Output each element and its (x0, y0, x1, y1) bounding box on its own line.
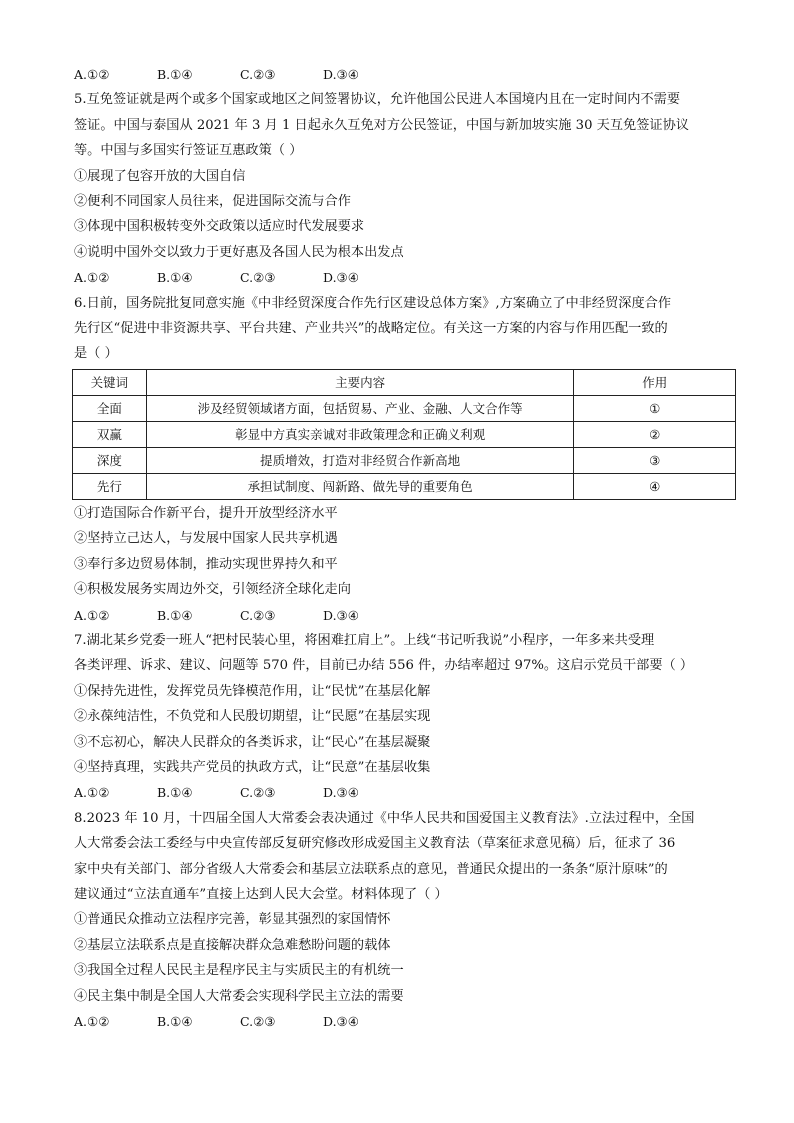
q5-stem-line: 等。中国与多国实行签证互惠政策（ ） (74, 143, 303, 159)
question-6 (74, 291, 734, 628)
table-row (73, 421, 736, 447)
table-cell: 涉及经贸领域诸方面，包括贸易、产业、金融、人文合作等 (146, 395, 574, 421)
choice-d: D.③④ (323, 607, 359, 623)
q7-choices (74, 780, 734, 805)
choice-b: B.①④ (157, 270, 193, 286)
choice-d: D.③④ (323, 1014, 359, 1029)
q8-option: ①普通民众推动立法程序完善，彰显其强烈的家国情怀 (74, 912, 391, 928)
table-cell: 彰显中方真实亲诚对非政策理念和正确义利观 (146, 421, 574, 447)
question-8 (74, 806, 734, 1035)
q8-stem-line: 人大常委会法工委经与中央宣传部反复研究修改形成爱国主义教育法（草案征求意见稿）后，征求了 36 (74, 836, 676, 852)
q6-stem-line: 先行区“促进中非资源共享、平台共建、产业共兴”的战略定位。有关这一方案的内容与作用匹配一致的 (74, 321, 668, 337)
choice-a: A.①② (74, 270, 110, 286)
q5-option: ②便利不同国家人员往来，促进国际交流与合作 (74, 194, 351, 210)
q7-option: ③不忘初心，解决人民群众的各类诉求，让“民心”在基层凝聚 (74, 734, 431, 750)
q7-option: ②永葆纯洁性，不负党和人民殷切期望，让“民愿”在基层实现 (74, 709, 431, 725)
choice-c: C.②③ (240, 270, 276, 286)
table-header-row (73, 369, 736, 395)
exam-page (74, 62, 734, 1034)
choice-c: C.②③ (240, 67, 276, 82)
q7-stem-line: 各类评理、诉求、建议、问题等 570 件，目前已办结 556 件，办结率超过 97%。这启示党员干部要（ ） (74, 658, 694, 674)
q8-stem-line: 建议通过“立法直通车”直接上达到人民大会堂。材料体现了（ ） (74, 886, 448, 902)
choice-a: A.①② (74, 607, 110, 623)
choice-a: A.①② (74, 785, 110, 801)
table-row (73, 447, 736, 473)
q8-stem-line: 家中央有关部门、部分省级人大常委会和基层立法联系点的意见，普通民众提出的一条条“原汁原味”的 (74, 861, 668, 877)
choice-c: C.②③ (240, 785, 276, 801)
q6-stem-line: 是（ ） (74, 346, 118, 362)
header-keyword: 关键词 (73, 369, 147, 395)
q5-option: ③体现中国积极转变外交政策以适应时代发展要求 (74, 219, 365, 235)
q8-option: ②基层立法联系点是直接解决群众急难愁盼问题的载体 (74, 937, 391, 953)
header-content: 主要内容 (146, 369, 574, 395)
table-cell: 深度 (73, 447, 147, 473)
header-role: 作用 (574, 369, 736, 395)
q6-stem-line: 6.日前，国务院批复同意实施《中非经贸深度合作先行区建设总体方案》,方案确立了中非经贸深度合作 (74, 295, 672, 311)
q8-stem-line: 8.2023 年 10 月，十四届全国人大常委会表决通过《中华人民共和国爱国主义教育法》.立法过程中，全国 (74, 810, 695, 826)
choice-b: B.①④ (157, 785, 193, 801)
q7-option: ①保持先进性，发挥党员先锋模范作用，让“民忧”在基层化解 (74, 683, 431, 699)
q8-option: ④民主集中制是全国人大常委会实现科学民主立法的需要 (74, 988, 404, 1004)
choice-c: C.②③ (240, 1014, 276, 1029)
table-cell: ④ (574, 473, 736, 499)
choice-b: B.①④ (157, 67, 193, 82)
q6-option: ①打造国际合作新平台，提升开放型经济水平 (74, 505, 338, 521)
q7-stem-line: 7.湖北某乡党委一班人“把村民装心里，将困难扛肩上”。上线“书记听我说”小程序，一年多来共受理 (74, 632, 655, 648)
q6-choices (74, 603, 734, 628)
table-cell: ② (574, 421, 736, 447)
q8-choices (74, 1009, 734, 1034)
q7-option: ④坚持真理，实践共产党员的执政方式，让“民意”在基层收集 (74, 759, 431, 775)
choice-d: D.③④ (323, 270, 359, 286)
q5-option: ④说明中国外交以致力于更好惠及各国人民为根本出发点 (74, 244, 404, 260)
q8-option: ③我国全过程人民民主是程序民主与实质民主的有机统一 (74, 963, 404, 979)
table-row (73, 473, 736, 499)
table-cell: 全面 (73, 395, 147, 421)
q6-table (72, 369, 736, 500)
q5-option: ①展现了包容开放的大国自信 (74, 168, 246, 184)
choice-a: A.①② (74, 67, 110, 82)
question-5 (74, 87, 734, 290)
q6-option: ③奉行多边贸易体制，推动实现世界持久和平 (74, 556, 338, 572)
choice-a: A.①② (74, 1014, 110, 1029)
table-cell: ③ (574, 447, 736, 473)
table-cell: 提质增效，打造对非经贸合作新高地 (146, 447, 574, 473)
q5-choices (74, 265, 734, 290)
choice-b: B.①④ (157, 1014, 193, 1029)
choice-d: D.③④ (323, 67, 359, 82)
table-row (73, 395, 736, 421)
choice-d: D.③④ (323, 785, 359, 801)
q5-stem-line: 5.互免签证就是两个或多个国家或地区之间签署协议，允许他国公民进人本国境内且在一定时间内不需要 (74, 92, 681, 108)
choice-c: C.②③ (240, 607, 276, 623)
table-cell: 承担试制度、闯新路、做先导的重要角色 (146, 473, 574, 499)
q5-stem-line: 签证。中国与泰国从 2021 年 3 月 1 日起永久互免对方公民签证，中国与新加坡实施 30 天互免签证协议 (74, 117, 689, 133)
table-cell: 先行 (73, 473, 147, 499)
q6-option: ④积极发展务实周边外交，引领经济全球化走向 (74, 582, 351, 598)
table-cell: 双赢 (73, 421, 147, 447)
question-7 (74, 628, 734, 806)
q4-choices (74, 62, 734, 87)
choice-b: B.①④ (157, 607, 193, 623)
table-cell: ① (574, 395, 736, 421)
q6-option: ②坚持立己达人，与发展中国家人民共享机遇 (74, 531, 338, 547)
